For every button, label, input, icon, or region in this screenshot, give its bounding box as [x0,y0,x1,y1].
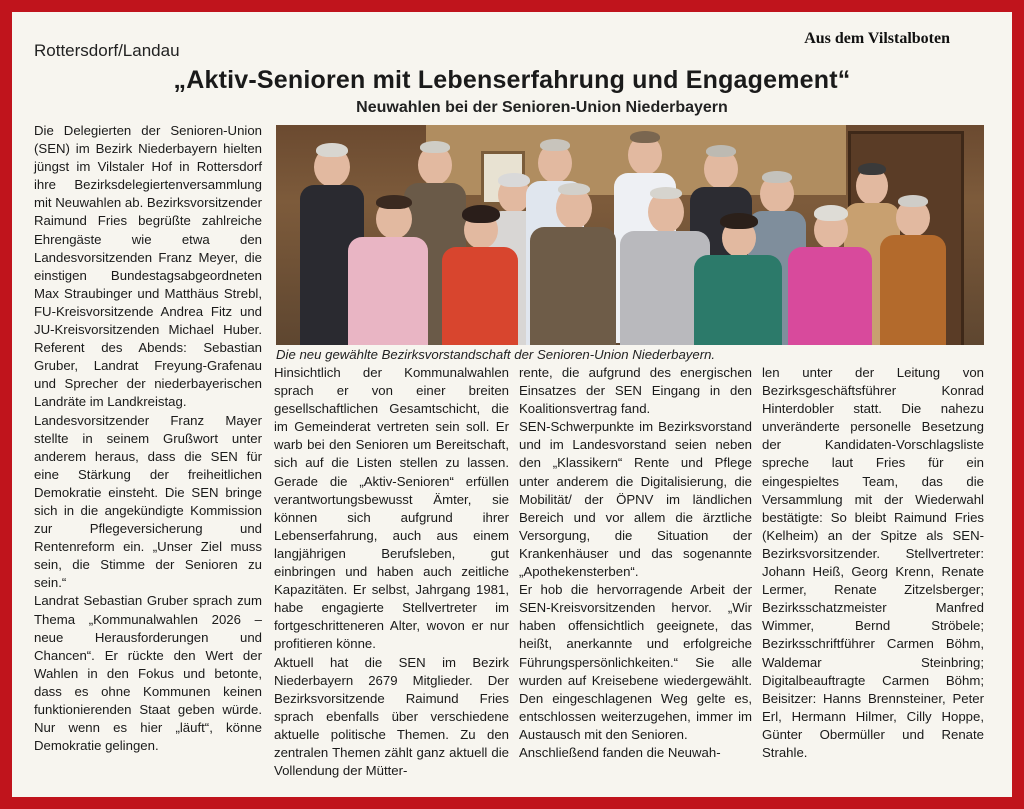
headline: „Aktiv-Senioren mit Lebenserfahrung und Engagement“ [173,66,851,94]
subhead: Neuwahlen bei der Senioren-Union Niederbayern [356,99,728,116]
paragraph: Die Delegierten der Senioren-Union (SEN) im Bezirk Niederbayern hielten jüngst im Vilstaler Hof in Rottersdorf ihre Bezirksdelegiertenversammlung mit Neuwahlen ab. Bezirksvorsitzender Raimund Fries begrüßte zahlreiche Ehrengäste wie etwa den Landesvorsitzenden Franz Meyer, die einstigen Bundestagsabgeordneten Max Straubinger und Matthäus Strebl, FU-Kreisvorsitzende Andrea Fitz und JU-Kreisvorsitzenden Michael Huber. Referent des Abends: Sebastian Gruber, Landrat Freyung-Grafenau und Sprecher der niederbayerischen Landräte im Landkreistag. [34,123,262,410]
article-column-3 [519,364,752,762]
article-column-4 [762,364,984,762]
source-label: Aus dem Vilstalboten [804,30,950,47]
paragraph: Hinsichtlich der Kommunalwahlen sprach er von einer breiten gesellschaftlichen Gesamtschicht, die im Gemeinderat vertreten sein soll. Er warb bei den Senioren um Bereitschaft, sich auf die Listen stellen zu lassen. Gerade die „Aktiv-Senioren“ erfüllen verantwortungsbewusst Ämter, sie können sich aufgrund ihrer Lebenserfahrung, auch aus einem langjährigen Berufsleben, gut einbringen und haben auch zeitliche Kapazitäten. Er selbst, Jahrgang 1981, habe engagierte Stellvertreter im fortgeschritteneren Alter, wovon er nur profitieren könne. [274,365,509,652]
paragraph: Landrat Sebastian Gruber sprach zum Thema „Kommunalwahlen 2026 – neue Herausforderungen und Chancen“. Er rückte den Wert der Wahlen in den Fokus und betonte, dass es ohne Kommunen keinen funktionierenden Staat geben würde. Nur wenn es hier „läuft“, könne Demokratie gelingen. [34,593,262,754]
paragraph: len unter der Leitung von Bezirksgeschäftsführer Konrad Hinterdobler statt. Die nahezu unveränderte personelle Besetzung der Kandidaten-Vorschlagsliste spreche laut Fries für ein eingespieltes Team, das die Versammlung mit der Wiederwahl bestätigte: So bleibt Raimund Fries (Kelheim) an der Spitze als SEN-Bezirksvorsitzender. Stellvertreter: Johann Heiß, Georg Krenn, Renate Lermer, Renate Zitzelsberger; Bezirksschatzmeister Manfred Wimmer, Bernd Ströbele; Bezirksschriftführer Carmen Böhm, Waldemar Steinbring; Digitalbeauftragte Carmen Böhm; Beisitzer: Hanns Brennsteiner, Peter Erl, Hermann Hilmer, Cilly Hoppe, Günter Obermüller und Renate Strahle. [762,365,984,760]
paragraph: SEN-Schwerpunkte im Bezirksvorstand und im Landesvorstand seien neben den „Klassikern“ Rente und Pflege unter anderem die Digitalisierung, die Mobilität/ der ÖPNV im ländlichen Bereich und vor allem die ärztliche Versorgung, die Situation der Krankenhäuser und das sogenannte „Apothekensterben“. [519,419,752,580]
photo-caption: Die neu gewählte Bezirksvorstandschaft der Senioren-Union Niederbayern. [276,347,716,362]
article-column-1 [34,122,262,755]
paragraph: Er hob die hervorragende Arbeit der SEN-Kreisvorsitzenden hervor. „Wir haben offensichtlich geeignete, das heißt, anerkannte und erfolgreiche Führungspersönlichkeiten.“ Sie alle wurden auf Kreisebene wiedergewählt. Den eingeschlagenen Weg gelte es, entschlossen weiterzugehen, immer im Austausch mit den Senioren. [519,582,752,742]
paragraph: Landesvorsitzender Franz Mayer stellte in seinem Grußwort unter anderem heraus, dass die SEN für eine Stärkung der freiheitlichen Demokratie einsteht. Die SEN bringe sich in die angekündigte Kommission zur Pflegeversicherung und Rentenreform ein. „Unser Ziel muss sein, die Stimme der Senioren zu sein.“ [34,412,262,591]
paragraph: Aktuell hat die SEN im Bezirk Niederbayern 2679 Mitglieder. Der Bezirksvorsitzende Raimund Fries sprach ebenfalls über verschiedene aktuelle politische Themen. Zu den zentralen Themen zählt ganz aktuell die Vollendung der Mütter- [274,654,509,779]
newspaper-clipping [12,12,1012,797]
article-column-2 [274,364,509,780]
kicker: Rottersdorf/Landau [34,41,180,60]
paragraph: rente, die aufgrund des energischen Einsatzes der SEN Eingang in den Koalitionsvertrag fand. [519,365,752,417]
paragraph: Anschließend fanden die Neuwah- [519,744,721,760]
group-photo [276,125,984,345]
